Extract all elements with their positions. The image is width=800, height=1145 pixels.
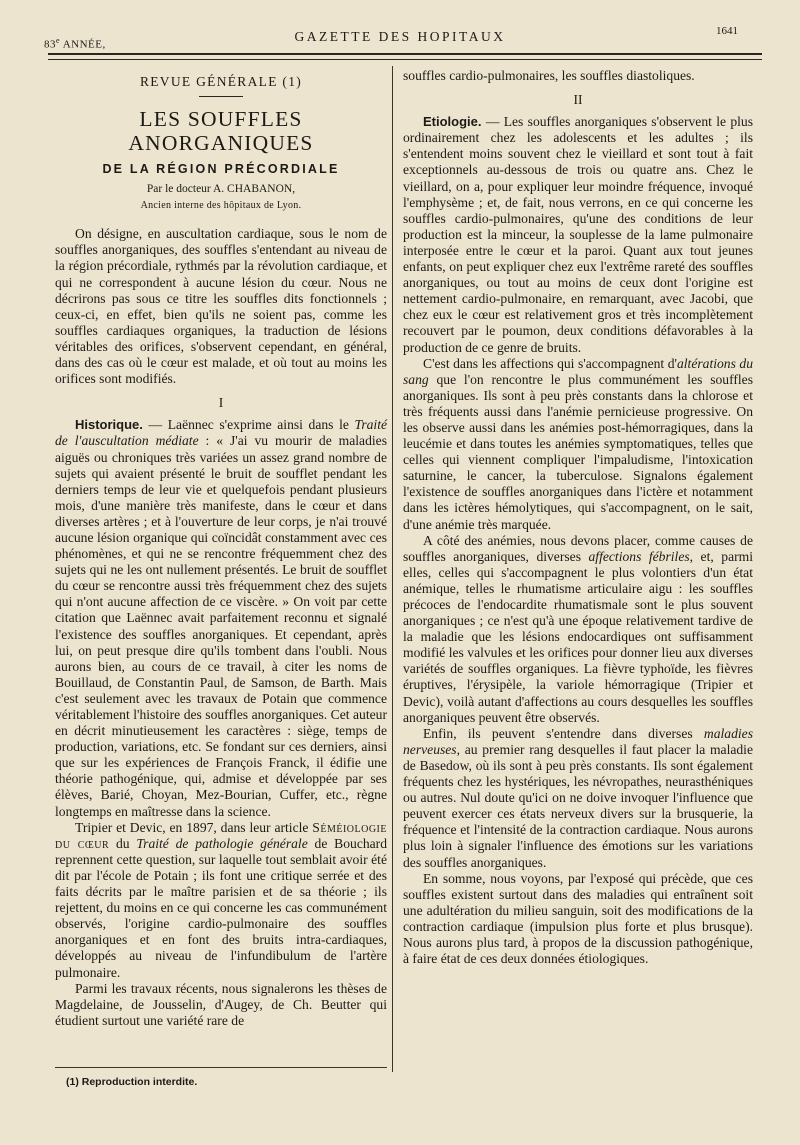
author: Par le docteur A. CHABANON,: [146, 183, 296, 196]
article-title: LES SOUFFLES ANORGANIQUES: [128, 107, 314, 156]
header-year: 83e ANNÉE,: [44, 36, 106, 51]
alterations-paragraph: C'est dans les affections qui s'accompagnent d'altérations du sang que l'on rencontre le plus communément les souffles anorganiques. Ils sont à peu près constants dans la chlorose et très fréquents aussi dans l'anémie pernicieuse progressive. On les observe aussi dans les anémies post-hémorragiques, dans la leucémie et dans toutes les anémies symptomatiques, telles que celles qui viennent compliquer l'impaludisme, l'intoxication saturnine, le cancer, la tuberculose. Signalons également l'existence de souffles anorganiques dans l'ictère et notamment dans les ictères hémolytiques, qui s'accompagnent, on le sait, d'une anémie très marquée.: [403, 355, 753, 532]
right-column: [403, 68, 753, 967]
historique-paragraph: Historique. — Laënnec s'exprime ainsi dans le Traité de l'auscultation médiate : « J'ai vu mourir de maladies aiguës ou chroniques très variées un assez grand nombre de sujets qui avaient présenté le bruit de soufflet pendant les derniers temps de leur vie et quelquefois pendant plusieurs mois, d'une manière très manifeste, dans le cœur et dans diverses artères ; et à l'ouverture de leur corps, je n'ai trouvé aucune lésion organique qui coïncidât constamment avec ces phénomènes, et qui ne se rencontre fréquemment chez des sujets qui ne les ont nullement présentés. Le bruit de soufflet du cœur se rencontre aussi très fréquemment chez des sujets qui n'ont aucune affection de ce viscère. » On voit par cette citation que Laënnec avait parfaitement reconnu et signalé l'existence des souffles anorganiques. Et cependant, après lui, on peut presque dire qu'ils tombent dans l'oubli. Nous aurons bien, au cours de ce travail, à citer les noms de Bouillaud, de Constantin Paul, de Samson, de Barth. Mais c'est seulement avec les travaux de Potain que commence véritablement l'histoire des souffles anorganiques. Cet auteur en décrit minutieusement les caractères : siège, temps de production, variations, etc. Se fondant sur ces derniers, ainsi que sur les expériences de François Franck, il édifie une théorie pathogénique, qui, admise et développée par ses élèves, Barié, Choyan, Mez-Bourian, Cuffer, etc., règne longtemps en maîtresse dans la science.: [55, 417, 387, 819]
historique-heading: Historique.: [75, 417, 143, 433]
header-rule-thin: [48, 59, 762, 60]
summary-paragraph: En somme, nous voyons, par l'exposé qui précède, que ces souffles existent surtout dans des maladies qui entraînent soit une adultération du milieu sanguin, soit des modifications de la contraction cardiaque (impulsion plus forte et plus brusque). Nous aurons plus tard, à propos de la discussion pathogénique, à faire état de ces deux données étiologiques.: [403, 870, 753, 967]
section-numeral-1: I: [218, 395, 224, 411]
footnote-rule: [55, 1067, 387, 1068]
nervous-paragraph: Enfin, ils peuvent s'entendre dans diverses maladies nerveuses, au premier rang desquelles il faut placer la maladie de Basedow, où ils sont à peu près constants. Ils sont également fréquents chez les hystériques, les névropathes, neurasthéniques ou autres. Nul doute qu'ici on ne doive invoquer l'influence que peuvent exercer ces états nerveux divers sur la brusquerie, la fréquence et l'intensité de la contraction cardiaque. Nous aurons plus loin à signaler l'influence des émotions sur les variations des souffles anorganiques.: [403, 725, 753, 870]
parmi-paragraph: Parmi les travaux récents, nous signalerons les thèses de Magdelaine, de Jousselin, d'Augey, de Ch. Beutter qui étudient surtout une variété rare de: [55, 980, 387, 1028]
fevers-paragraph: A côté des anémies, nous devons placer, comme causes de souffles anorganiques, diverses affections fébriles, et, parmi elles, celles qui s'accompagnent le plus volontiers d'un état anémique, telles le rhumatisme articulaire aigu : les souffles précoces de l'endocardite rhumatismale sont le plus souvent anorganiques ; ce n'est qu'à une époque relativement tardive de la maladie que les lésions endocardiques ont suffisamment modifié les valvules et les orifices pour donner lieu aux diverses variétés de souffles organiques. La fièvre typhoïde, les fièvres éruptives, l'érysipèle, la variole hémorragique (Tripier et Devic), voilà autant d'affections au cours desquelles les souffles anorganiques peuvent être observés.: [403, 532, 753, 725]
etiologie-paragraph: Etiologie. — Les souffles anorganiques s'observent le plus ordinairement chez les adolescents et les adultes ; ils s'entendent moins souvent chez le vieillard et sont tout à fait exceptionnels au-dessous de trois ou quatre ans. Chez le vieillard, on a, pour expliquer leur moindre fréquence, invoqué l'emphysème ; et, de fait, nous verrons, en ce qui concerne les souffles cardio-pulmonaires, qu'une des conditions de leur production est la minceur, la souplesse de la lame pulmonaire interposée entre le cœur et la paroi. Quant aux tout jeunes enfants, on peut expliquer chez eux l'extrême rareté des souffles anorganiques, ou tout au moins de ceux dont l'origine est nettement cardio-pulmonaire, en remarquant, avec Jacobi, que chez eux le cœur est relativement gros et très incomplètement recouvert par le poumon, deux conditions défavorables à la production de ce genre de bruits.: [403, 114, 753, 355]
intro-paragraph: On désigne, en auscultation cardiaque, sous le nom de souffles anorganiques, des souffles s'entendant au niveau de la région précordiale, rythmés par la révolution cardiaque, et qui ne correspondent à aucune lésion du cœur. Nous ne décrirons pas sous ce titre les souffles dits fonctionnels ; ceux-ci, en effet, bien qu'ils ne soient pas, comme les souffles cardiaques organiques, la traduction de lésions véritables des orifices, s'observent cependant, en général, dans des cas où le cœur est malade, et où tout au moins les orifices sont modifiés.: [55, 226, 387, 387]
header-title: GAZETTE DES HOPITAUX: [294, 29, 506, 44]
etiologie-heading: Etiologie.: [423, 114, 482, 130]
article-subtitle: DE LA RÉGION PRÉCORDIALE: [102, 162, 340, 177]
continuation-paragraph: souffles cardio-pulmonaires, les souffles diastoliques.: [403, 68, 695, 83]
section-numeral-2: II: [573, 92, 583, 108]
rubric: REVUE GÉNÉRALE (1): [139, 74, 303, 89]
header-page-number: 1641: [716, 25, 738, 37]
left-column: [55, 68, 387, 1029]
author-role: Ancien interne des hôpitaux de Lyon.: [140, 200, 302, 212]
footnote: (1) Reproduction interdite.: [66, 1076, 198, 1088]
short-rule: [199, 96, 243, 97]
column-divider: [392, 66, 393, 1072]
tripier-paragraph: Tripier et Devic, en 1897, dans leur article Séméiologie du cœur du Traité de pathologie générale de Bouchard reprennent cette question, sur laquelle tout semblait avoir été dit par l'école de Potain ; ils font une critique serrée et des faits décrits par le maître parisien et de sa théorie ; ils rejettent, du moins en ce qui concerne les cas communément observés, l'origine cardio-pulmonaire des souffles anorganiques et en font des bruits intra-cardiaques, développés au niveau de l'infundibulum de l'artère pulmonaire.: [55, 819, 388, 980]
header-rule-thick: [48, 53, 762, 55]
